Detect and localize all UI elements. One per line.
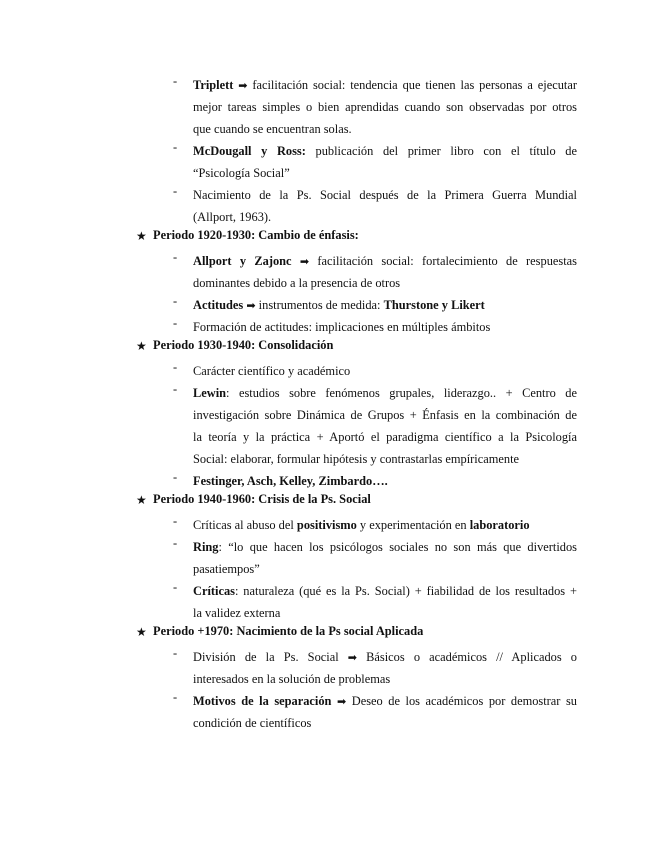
text-line (193, 74, 577, 96)
arrow-icon: ➡ (299, 255, 310, 268)
text-line (193, 558, 577, 580)
list-item (0, 580, 655, 624)
bold-text: Festinger, Asch, Kelley, Zimbardo…. (193, 474, 388, 488)
list-item (0, 74, 655, 140)
arrow-icon: ➡ (347, 651, 358, 664)
item-text (193, 316, 577, 338)
bold-text: Triplett (193, 78, 234, 92)
dash-bullet: - (173, 74, 178, 88)
star-icon: ★ (136, 493, 147, 507)
text-line (193, 668, 577, 690)
text-run: Críticas al abuso del (193, 518, 297, 532)
text-line (193, 690, 577, 712)
dash-bullet: - (173, 690, 178, 704)
text-line (193, 206, 577, 228)
period-title: Periodo 1940-1960: Crisis de la Ps. Social (153, 492, 371, 506)
item-text (193, 690, 577, 734)
dash-bullet: - (173, 470, 178, 484)
text-line (193, 712, 577, 734)
text-run: instrumentos de medida: (255, 298, 384, 312)
bold-text: McDougall y Ross: (193, 144, 306, 158)
dash-bullet: - (173, 514, 178, 528)
text-run: interesados en la solución de problemas (193, 672, 391, 686)
bold-text: Allport y Zajonc (193, 254, 292, 268)
text-run: que cuando se encuentran solas. (193, 122, 352, 136)
text-run: Deseo de los académicos por demostrar su (346, 694, 577, 708)
text-line (193, 140, 577, 162)
star-icon: ★ (136, 625, 147, 639)
text-line (193, 360, 577, 382)
arrow-icon: ➡ (238, 79, 248, 92)
text-run: mejor tareas simples o bien aprendidas cuando son observadas por otros (193, 100, 577, 114)
bold-text: Ring (193, 540, 219, 554)
text-run: : naturaleza (qué es la Ps. Social) + fiabilidad de los resultados + (234, 584, 577, 598)
period-title: Periodo 1930-1940: Consolidación (153, 338, 334, 352)
text-run: (Allport, 1963). (193, 210, 272, 224)
list-item (0, 140, 655, 184)
text-line (193, 294, 577, 316)
list-item (0, 646, 655, 690)
period-heading (0, 338, 655, 360)
text-line (193, 96, 577, 118)
dash-bullet: - (173, 184, 178, 198)
text-line (193, 514, 577, 536)
bold-text: positivismo (296, 518, 357, 532)
list-item (0, 294, 655, 316)
period-title: Periodo +1970: Nacimiento de la Ps social Aplicada (153, 624, 424, 638)
dash-bullet: - (173, 646, 178, 660)
item-text (193, 294, 577, 316)
bold-text: Lewin (193, 386, 227, 400)
bold-text: Críticas (193, 584, 235, 598)
text-line (193, 536, 577, 558)
text-line (193, 470, 577, 492)
item-text (193, 360, 577, 382)
item-text (193, 646, 577, 690)
text-line (193, 118, 577, 140)
dash-bullet: - (173, 250, 178, 264)
list-item (0, 690, 655, 734)
arrow-icon: ➡ (337, 695, 347, 708)
text-run: Nacimiento de la Ps. Social después de la Primera Guerra Mundial (193, 188, 577, 202)
text-line (193, 580, 577, 602)
dash-bullet: - (173, 140, 178, 154)
text-run: publicación del primer libro con el título de (305, 144, 577, 158)
bold-text: laboratorio (469, 518, 530, 532)
text-run: facilitación social: fortalecimiento de respuestas (309, 254, 577, 268)
item-text (193, 580, 577, 624)
dash-bullet: - (173, 536, 178, 550)
dash-bullet: - (173, 382, 178, 396)
list-item (0, 470, 655, 492)
text-run (292, 254, 300, 268)
text-run: Social: elaborar, formular hipótesis y contrastarlas empíricamente (193, 452, 520, 466)
list-item (0, 360, 655, 382)
star-icon: ★ (136, 229, 147, 243)
text-line (193, 602, 577, 624)
text-run: la teoría y la práctica + Aportó el paradigma científico a la Psicología (193, 430, 577, 444)
arrow-icon: ➡ (246, 299, 256, 312)
period-heading (0, 624, 655, 646)
text-line (193, 426, 577, 448)
text-line (193, 646, 577, 668)
text-run: Básicos o académicos // Aplicados o (357, 650, 577, 664)
text-line (193, 184, 577, 206)
text-run: facilitación social: tendencia que tienen las personas a ejecutar (247, 78, 577, 92)
list-item (0, 250, 655, 294)
list-item (0, 382, 655, 470)
text-line (193, 250, 577, 272)
text-run: condición de científicos (193, 716, 312, 730)
period-title: Periodo 1920-1930: Cambio de énfasis: (153, 228, 359, 242)
text-run: Formación de actitudes: implicaciones en múltiples ámbitos (193, 320, 491, 334)
text-line (193, 162, 577, 184)
bold-text: Motivos de la separación (193, 694, 332, 708)
dash-bullet: - (173, 580, 178, 594)
text-run: pasatiempos” (193, 562, 260, 576)
dash-bullet: - (173, 360, 178, 374)
list-item (0, 514, 655, 536)
item-text (193, 140, 577, 184)
text-run: investigación sobre Dinámica de Grupos + Énfasis en la combinación de (193, 408, 577, 422)
item-text (193, 536, 577, 580)
dash-bullet: - (173, 294, 178, 308)
text-run: la validez externa (193, 606, 281, 620)
text-line (193, 316, 577, 338)
text-run: : “lo que hacen los psicólogos sociales no son más que divertidos (218, 540, 577, 554)
list-item (0, 316, 655, 338)
text-line (193, 382, 577, 404)
text-run: División de la Ps. Social (193, 650, 348, 664)
period-heading (0, 492, 655, 514)
item-text (193, 514, 577, 536)
bold-text: Actitudes (193, 298, 244, 312)
list-item (0, 536, 655, 580)
text-run: : estudios sobre fenómenos grupales, liderazgo.. + Centro de (226, 386, 577, 400)
item-text (193, 470, 577, 492)
text-line (193, 448, 577, 470)
text-line (193, 404, 577, 426)
item-text (193, 382, 577, 470)
item-text (193, 184, 577, 228)
text-run: “Psicología Social” (193, 166, 290, 180)
text-run: y experimentación en (356, 518, 470, 532)
item-text (193, 250, 577, 294)
period-heading (0, 228, 655, 250)
dash-bullet: - (173, 316, 178, 330)
text-run: dominantes debido a la presencia de otros (193, 276, 401, 290)
text-line (193, 272, 577, 294)
star-icon: ★ (136, 339, 147, 353)
text-run: Carácter científico y académico (193, 364, 351, 378)
bold-text: Thurstone y Likert (383, 298, 485, 312)
item-text (193, 74, 577, 140)
list-item (0, 184, 655, 228)
